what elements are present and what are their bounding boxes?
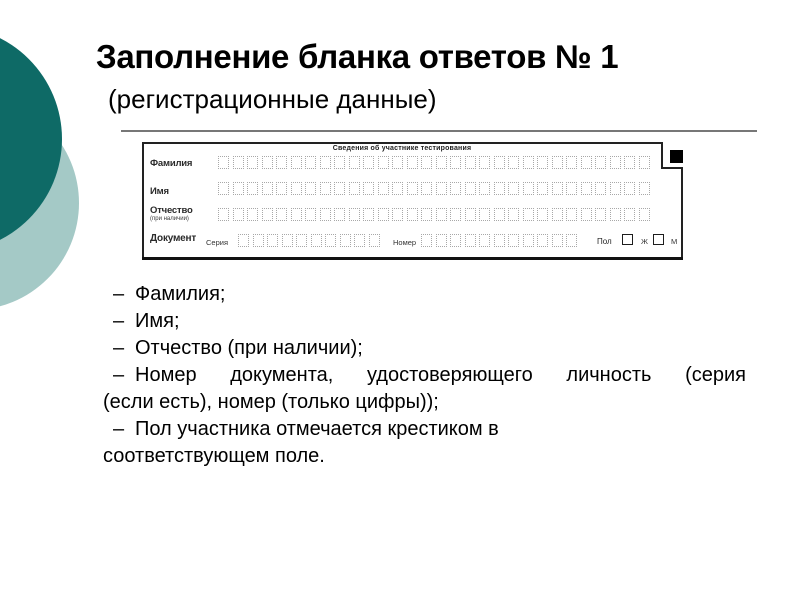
char-box bbox=[276, 208, 287, 221]
char-box bbox=[537, 182, 548, 195]
char-box bbox=[537, 208, 548, 221]
char-box bbox=[392, 156, 403, 169]
form-label-surname: Фамилия bbox=[150, 158, 193, 169]
char-box bbox=[610, 208, 621, 221]
char-box bbox=[421, 234, 432, 247]
name-boxes bbox=[218, 182, 650, 195]
list-item bbox=[103, 281, 746, 308]
number-boxes bbox=[421, 234, 577, 247]
char-box bbox=[407, 208, 418, 221]
char-box bbox=[508, 156, 519, 169]
dash-bullet: – bbox=[113, 337, 125, 359]
list-item-line: (если есть), номер (только цифры)); bbox=[103, 391, 439, 413]
char-box bbox=[610, 182, 621, 195]
char-box bbox=[340, 234, 351, 247]
char-box bbox=[494, 156, 505, 169]
char-box bbox=[334, 156, 345, 169]
char-box bbox=[581, 156, 592, 169]
char-box bbox=[624, 208, 635, 221]
form-label-name: Имя bbox=[150, 186, 169, 197]
char-box bbox=[537, 156, 548, 169]
char-box bbox=[267, 234, 278, 247]
char-box bbox=[392, 182, 403, 195]
char-box bbox=[253, 234, 264, 247]
char-box bbox=[349, 156, 360, 169]
surname-boxes bbox=[218, 156, 650, 169]
char-box bbox=[450, 234, 461, 247]
char-box bbox=[262, 182, 273, 195]
char-box bbox=[595, 156, 606, 169]
char-box bbox=[436, 156, 447, 169]
char-box bbox=[479, 208, 490, 221]
char-box bbox=[247, 182, 258, 195]
char-box bbox=[369, 234, 380, 247]
char-box bbox=[465, 156, 476, 169]
char-box bbox=[276, 156, 287, 169]
char-box bbox=[421, 208, 432, 221]
divider-line bbox=[121, 130, 757, 132]
instruction-list bbox=[103, 281, 746, 470]
char-box bbox=[320, 208, 331, 221]
char-box bbox=[479, 182, 490, 195]
char-box bbox=[363, 182, 374, 195]
char-box bbox=[218, 182, 229, 195]
char-box bbox=[494, 234, 505, 247]
char-box bbox=[421, 156, 432, 169]
char-box bbox=[247, 156, 258, 169]
list-item bbox=[103, 362, 746, 416]
dash-bullet: – bbox=[113, 283, 125, 305]
char-box bbox=[508, 182, 519, 195]
char-box bbox=[566, 156, 577, 169]
char-box bbox=[262, 156, 273, 169]
slide-title: Заполнение бланка ответов № 1 bbox=[96, 38, 619, 75]
char-box bbox=[238, 234, 249, 247]
list-item-line: – Фамилия; bbox=[103, 281, 746, 308]
char-box bbox=[523, 156, 534, 169]
char-box bbox=[450, 182, 461, 195]
gender-label-male: М bbox=[671, 237, 678, 246]
char-box bbox=[610, 156, 621, 169]
char-box bbox=[552, 208, 563, 221]
char-box bbox=[595, 208, 606, 221]
char-box bbox=[566, 182, 577, 195]
char-box bbox=[233, 182, 244, 195]
char-box bbox=[465, 234, 476, 247]
char-box bbox=[494, 182, 505, 195]
char-box bbox=[392, 208, 403, 221]
char-box bbox=[552, 182, 563, 195]
char-box bbox=[247, 208, 258, 221]
char-box bbox=[639, 182, 650, 195]
char-box bbox=[378, 208, 389, 221]
char-box bbox=[276, 182, 287, 195]
char-box bbox=[349, 208, 360, 221]
char-box bbox=[479, 156, 490, 169]
char-box bbox=[282, 234, 293, 247]
char-box bbox=[436, 182, 447, 195]
char-box bbox=[581, 182, 592, 195]
list-item bbox=[103, 308, 746, 335]
char-box bbox=[624, 156, 635, 169]
char-box bbox=[552, 234, 563, 247]
char-box bbox=[639, 208, 650, 221]
char-box bbox=[305, 208, 316, 221]
char-box bbox=[407, 156, 418, 169]
char-box bbox=[291, 208, 302, 221]
form-label-patronymic-note: (при наличии) bbox=[150, 216, 189, 222]
char-box bbox=[465, 208, 476, 221]
list-item-line: – Пол участника отмечается крестиком в bbox=[103, 416, 746, 443]
char-box bbox=[566, 208, 577, 221]
char-box bbox=[581, 208, 592, 221]
char-box bbox=[296, 234, 307, 247]
char-box bbox=[320, 156, 331, 169]
char-box bbox=[639, 156, 650, 169]
form-label-document: Документ bbox=[150, 233, 197, 244]
answer-form-image bbox=[142, 142, 683, 260]
char-box bbox=[305, 156, 316, 169]
char-box bbox=[334, 182, 345, 195]
char-box bbox=[523, 182, 534, 195]
char-box bbox=[552, 156, 563, 169]
char-box bbox=[354, 234, 365, 247]
char-box bbox=[320, 182, 331, 195]
char-box bbox=[465, 182, 476, 195]
char-box bbox=[378, 156, 389, 169]
dash-bullet: – bbox=[113, 310, 125, 332]
registration-mark bbox=[670, 150, 683, 163]
list-item bbox=[103, 335, 746, 362]
patronymic-boxes bbox=[218, 208, 650, 221]
char-box bbox=[537, 234, 548, 247]
char-box bbox=[407, 182, 418, 195]
form-label-series: Серия bbox=[206, 238, 229, 247]
char-box bbox=[508, 234, 519, 247]
char-box bbox=[233, 156, 244, 169]
char-box bbox=[291, 182, 302, 195]
char-box bbox=[494, 208, 505, 221]
char-box bbox=[421, 182, 432, 195]
char-box bbox=[262, 208, 273, 221]
form-label-patronymic: Отчество bbox=[150, 205, 193, 216]
char-box bbox=[595, 182, 606, 195]
char-box bbox=[479, 234, 490, 247]
char-box bbox=[378, 182, 389, 195]
series-boxes bbox=[238, 234, 380, 247]
char-box bbox=[508, 208, 519, 221]
char-box bbox=[233, 208, 244, 221]
slide-subtitle: (регистрационные данные) bbox=[108, 84, 437, 114]
char-box bbox=[436, 208, 447, 221]
char-box bbox=[334, 208, 345, 221]
dash-bullet: – bbox=[113, 364, 125, 386]
gender-checkbox-male bbox=[653, 234, 664, 245]
char-box bbox=[305, 182, 316, 195]
form-label-gender: Пол bbox=[597, 237, 612, 246]
form-header: Сведения об участнике тестирования bbox=[332, 145, 472, 152]
char-box bbox=[450, 208, 461, 221]
char-box bbox=[218, 156, 229, 169]
form-label-number: Номер bbox=[393, 238, 417, 247]
char-box bbox=[566, 234, 577, 247]
char-box bbox=[624, 182, 635, 195]
list-item-line: – Номер документа, удостоверяющего личность (серия bbox=[103, 362, 746, 389]
gender-label-female: Ж bbox=[641, 237, 648, 246]
char-box bbox=[311, 234, 322, 247]
gender-checkbox-female bbox=[622, 234, 633, 245]
list-item-line: – Отчество (при наличии); bbox=[103, 335, 746, 362]
char-box bbox=[523, 208, 534, 221]
dash-bullet: – bbox=[113, 418, 125, 440]
list-item-line: – Имя; bbox=[103, 308, 746, 335]
char-box bbox=[291, 156, 302, 169]
char-box bbox=[363, 156, 374, 169]
list-item-line: соответствующем поле. bbox=[103, 445, 325, 467]
list-item bbox=[103, 416, 746, 470]
char-box bbox=[450, 156, 461, 169]
char-box bbox=[325, 234, 336, 247]
char-box bbox=[523, 234, 534, 247]
char-box bbox=[363, 208, 374, 221]
char-box bbox=[218, 208, 229, 221]
char-box bbox=[349, 182, 360, 195]
char-box bbox=[436, 234, 447, 247]
